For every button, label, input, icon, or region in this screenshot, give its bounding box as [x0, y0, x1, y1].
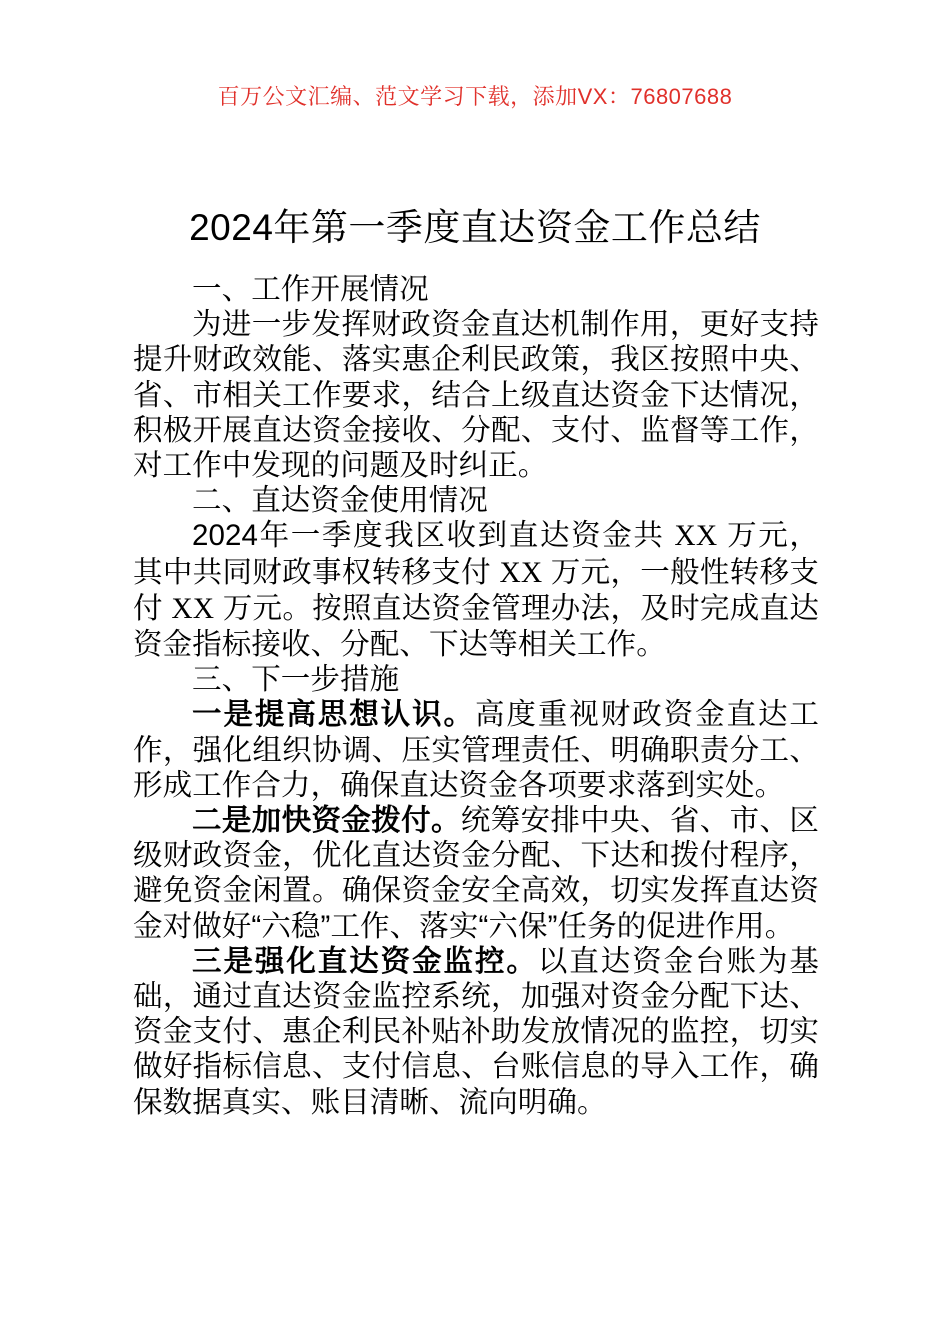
measure-text-1: 高度重视财政资金直达工作，强化组织协调、压实管理责任、明确职责分工、形成工作合力，确保直达资金各项要求落到实处。 [133, 698, 819, 802]
measure-lead-1: 一是提高思想认识。 [192, 698, 475, 732]
measure-text-3: 以直达资金台账为基础，通过直达资金监控系统，加强对资金分配下达、资金支付、惠企利民补贴补助发放情况的监控，切实做好指标信息、支付信息、台账信息的导入工作，确保数据真实、账目清晰、流向明确。 [133, 944, 819, 1119]
measure-item [133, 944, 819, 1120]
fund-paragraph-middle-2: 万元，一般性转移支付 [133, 555, 820, 625]
page-title: 2024年第一季度直达资金工作总结 [189, 206, 761, 248]
fund-paragraph-prefix: 2024年一季度我区收到直达资金共 [192, 519, 675, 553]
section-heading-3: 三、下一步措施 [192, 663, 400, 697]
measure-lead-3: 三是强化直达资金监控。 [192, 944, 538, 978]
measure-text-2: 统筹安排中央、省、市、区级财政资金，优化直达资金分配、下达和拨付程序，避免资金闲置。确保资金安全高效，切实发挥直达资金对做好“六稳”工作、落实“六保”任务的促进作用。 [133, 804, 819, 943]
section-paragraph-2 [133, 518, 819, 662]
section-heading-2: 二、直达资金使用情况 [192, 484, 489, 518]
measure-item [133, 803, 819, 944]
promo-header-text: 百万公文汇编、范文学习下载，添加VX：76807688 [217, 84, 733, 109]
measure-item [133, 697, 819, 803]
document-body [133, 272, 819, 1120]
section-heading-1: 一、工作开展情况 [192, 273, 429, 306]
measure-lead-2: 二是加快资金拨付。 [192, 804, 461, 838]
fund-paragraph-suffix: 万元。按照直达资金管理办法，及时完成直达资金指标接收、分配、下达等相关工作。 [133, 591, 819, 662]
amount-shared-placeholder: XX [499, 556, 543, 589]
fund-paragraph-middle-1: 万元，其中共同财政事权转移支付 [133, 519, 819, 589]
section-paragraph-1: 为进一步发挥财政资金直达机制作用，更好支持提升财政效能、落实惠企利民政策，我区按照中央、省、市相关工作要求，结合上级直达资金下达情况，积极开展直达资金接收、分配、支付、监督等工作，对工作中发现的问题及时纠正。 [133, 308, 819, 483]
amount-total-placeholder: XX [674, 520, 718, 553]
amount-general-placeholder: XX [171, 592, 215, 625]
